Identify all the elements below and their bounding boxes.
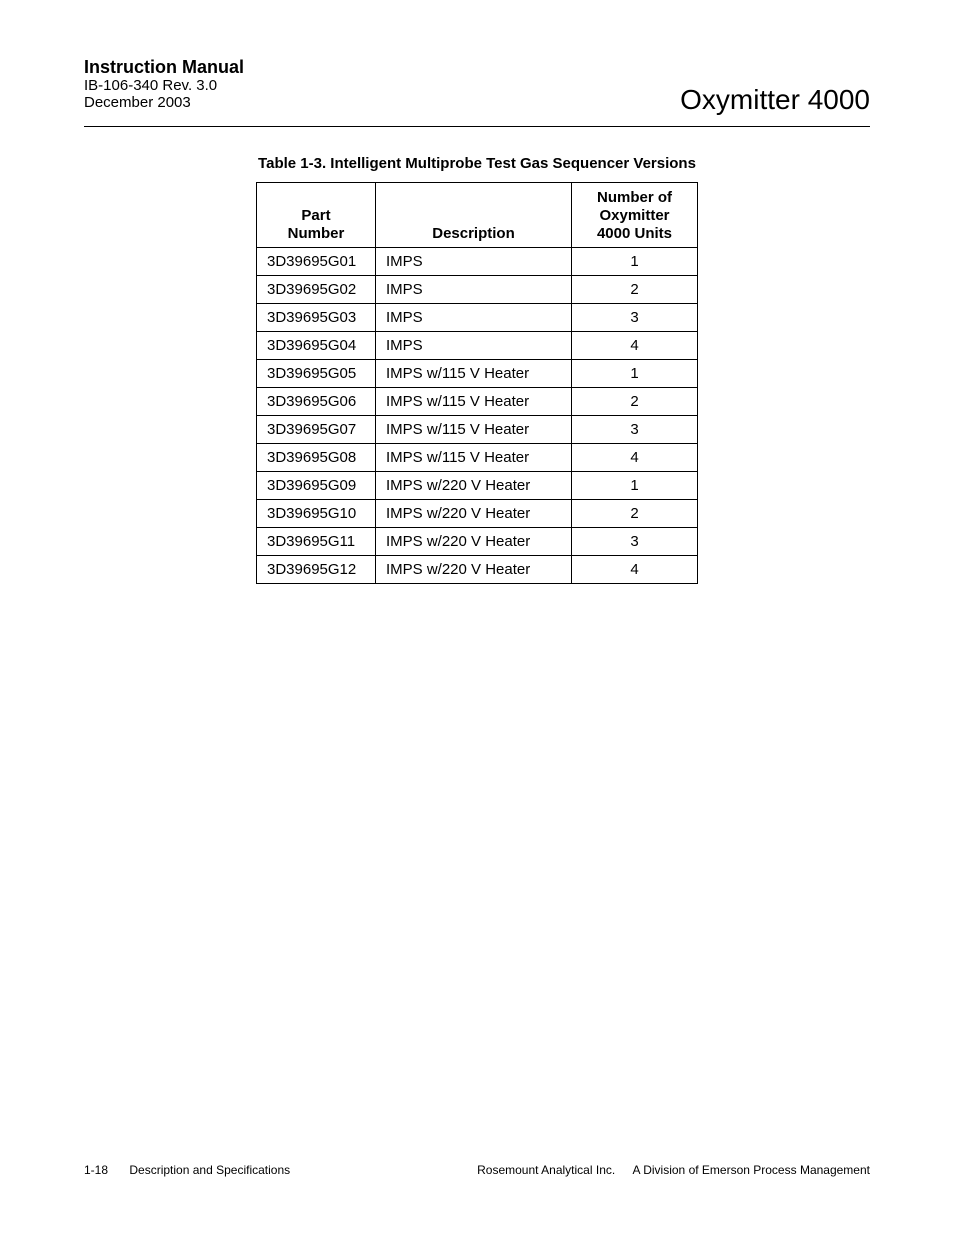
cell-part-number: 3D39695G01 xyxy=(257,248,376,276)
cell-units: 3 xyxy=(572,304,698,332)
cell-part-number: 3D39695G02 xyxy=(257,276,376,304)
column-header-units: Number of Oxymitter 4000 Units xyxy=(572,183,698,248)
column-header-part-number: Part Number xyxy=(257,183,376,248)
cell-part-number: 3D39695G07 xyxy=(257,416,376,444)
footer-division: A Division of Emerson Process Management xyxy=(632,1163,870,1177)
table-row xyxy=(257,444,698,472)
cell-description: IMPS w/115 V Heater xyxy=(376,444,572,472)
cell-description: IMPS w/115 V Heater xyxy=(376,360,572,388)
table-body xyxy=(257,248,698,584)
page-number: 1-18 xyxy=(84,1163,109,1177)
parts-table xyxy=(256,182,698,584)
header-divider xyxy=(84,126,870,127)
page-footer xyxy=(84,1163,870,1177)
cell-description: IMPS xyxy=(376,304,572,332)
table-row xyxy=(257,276,698,304)
table-row xyxy=(257,500,698,528)
cell-description: IMPS w/220 V Heater xyxy=(376,556,572,584)
cell-units: 3 xyxy=(572,528,698,556)
cell-description: IMPS w/220 V Heater xyxy=(376,528,572,556)
table-row xyxy=(257,528,698,556)
table-row xyxy=(257,248,698,276)
cell-units: 1 xyxy=(572,248,698,276)
document-date: December 2003 xyxy=(84,94,191,111)
cell-part-number: 3D39695G06 xyxy=(257,388,376,416)
cell-description: IMPS w/115 V Heater xyxy=(376,416,572,444)
cell-part-number: 3D39695G11 xyxy=(257,528,376,556)
cell-part-number: 3D39695G04 xyxy=(257,332,376,360)
table-row xyxy=(257,556,698,584)
table-row xyxy=(257,388,698,416)
table-header-row xyxy=(257,183,698,248)
table-row xyxy=(257,332,698,360)
cell-units: 3 xyxy=(572,416,698,444)
product-title: Oxymitter 4000 xyxy=(680,84,870,115)
document-number: IB-106-340 Rev. 3.0 xyxy=(84,77,218,94)
cell-units: 2 xyxy=(572,500,698,528)
cell-description: IMPS xyxy=(376,276,572,304)
cell-part-number: 3D39695G08 xyxy=(257,444,376,472)
cell-description: IMPS w/220 V Heater xyxy=(376,472,572,500)
cell-description: IMPS xyxy=(376,332,572,360)
footer-company: Rosemount Analytical Inc. xyxy=(477,1163,616,1177)
cell-description: IMPS w/220 V Heater xyxy=(376,500,572,528)
manual-title: Instruction Manual xyxy=(84,57,245,77)
cell-units: 4 xyxy=(572,332,698,360)
cell-part-number: 3D39695G12 xyxy=(257,556,376,584)
footer-section: Description and Specifications xyxy=(129,1163,291,1177)
table-caption: Table 1-3. Intelligent Multiprobe Test Gas Sequencer Versions xyxy=(258,155,696,172)
cell-units: 4 xyxy=(572,556,698,584)
cell-units: 2 xyxy=(572,388,698,416)
cell-units: 1 xyxy=(572,360,698,388)
cell-part-number: 3D39695G03 xyxy=(257,304,376,332)
column-header-description: Description xyxy=(376,183,572,248)
table-row xyxy=(257,416,698,444)
table-row xyxy=(257,472,698,500)
cell-units: 4 xyxy=(572,444,698,472)
document-header xyxy=(84,57,244,111)
cell-part-number: 3D39695G09 xyxy=(257,472,376,500)
cell-part-number: 3D39695G10 xyxy=(257,500,376,528)
cell-units: 2 xyxy=(572,276,698,304)
cell-description: IMPS w/115 V Heater xyxy=(376,388,572,416)
table-row xyxy=(257,304,698,332)
cell-part-number: 3D39695G05 xyxy=(257,360,376,388)
cell-description: IMPS xyxy=(376,248,572,276)
table-row xyxy=(257,360,698,388)
cell-units: 1 xyxy=(572,472,698,500)
